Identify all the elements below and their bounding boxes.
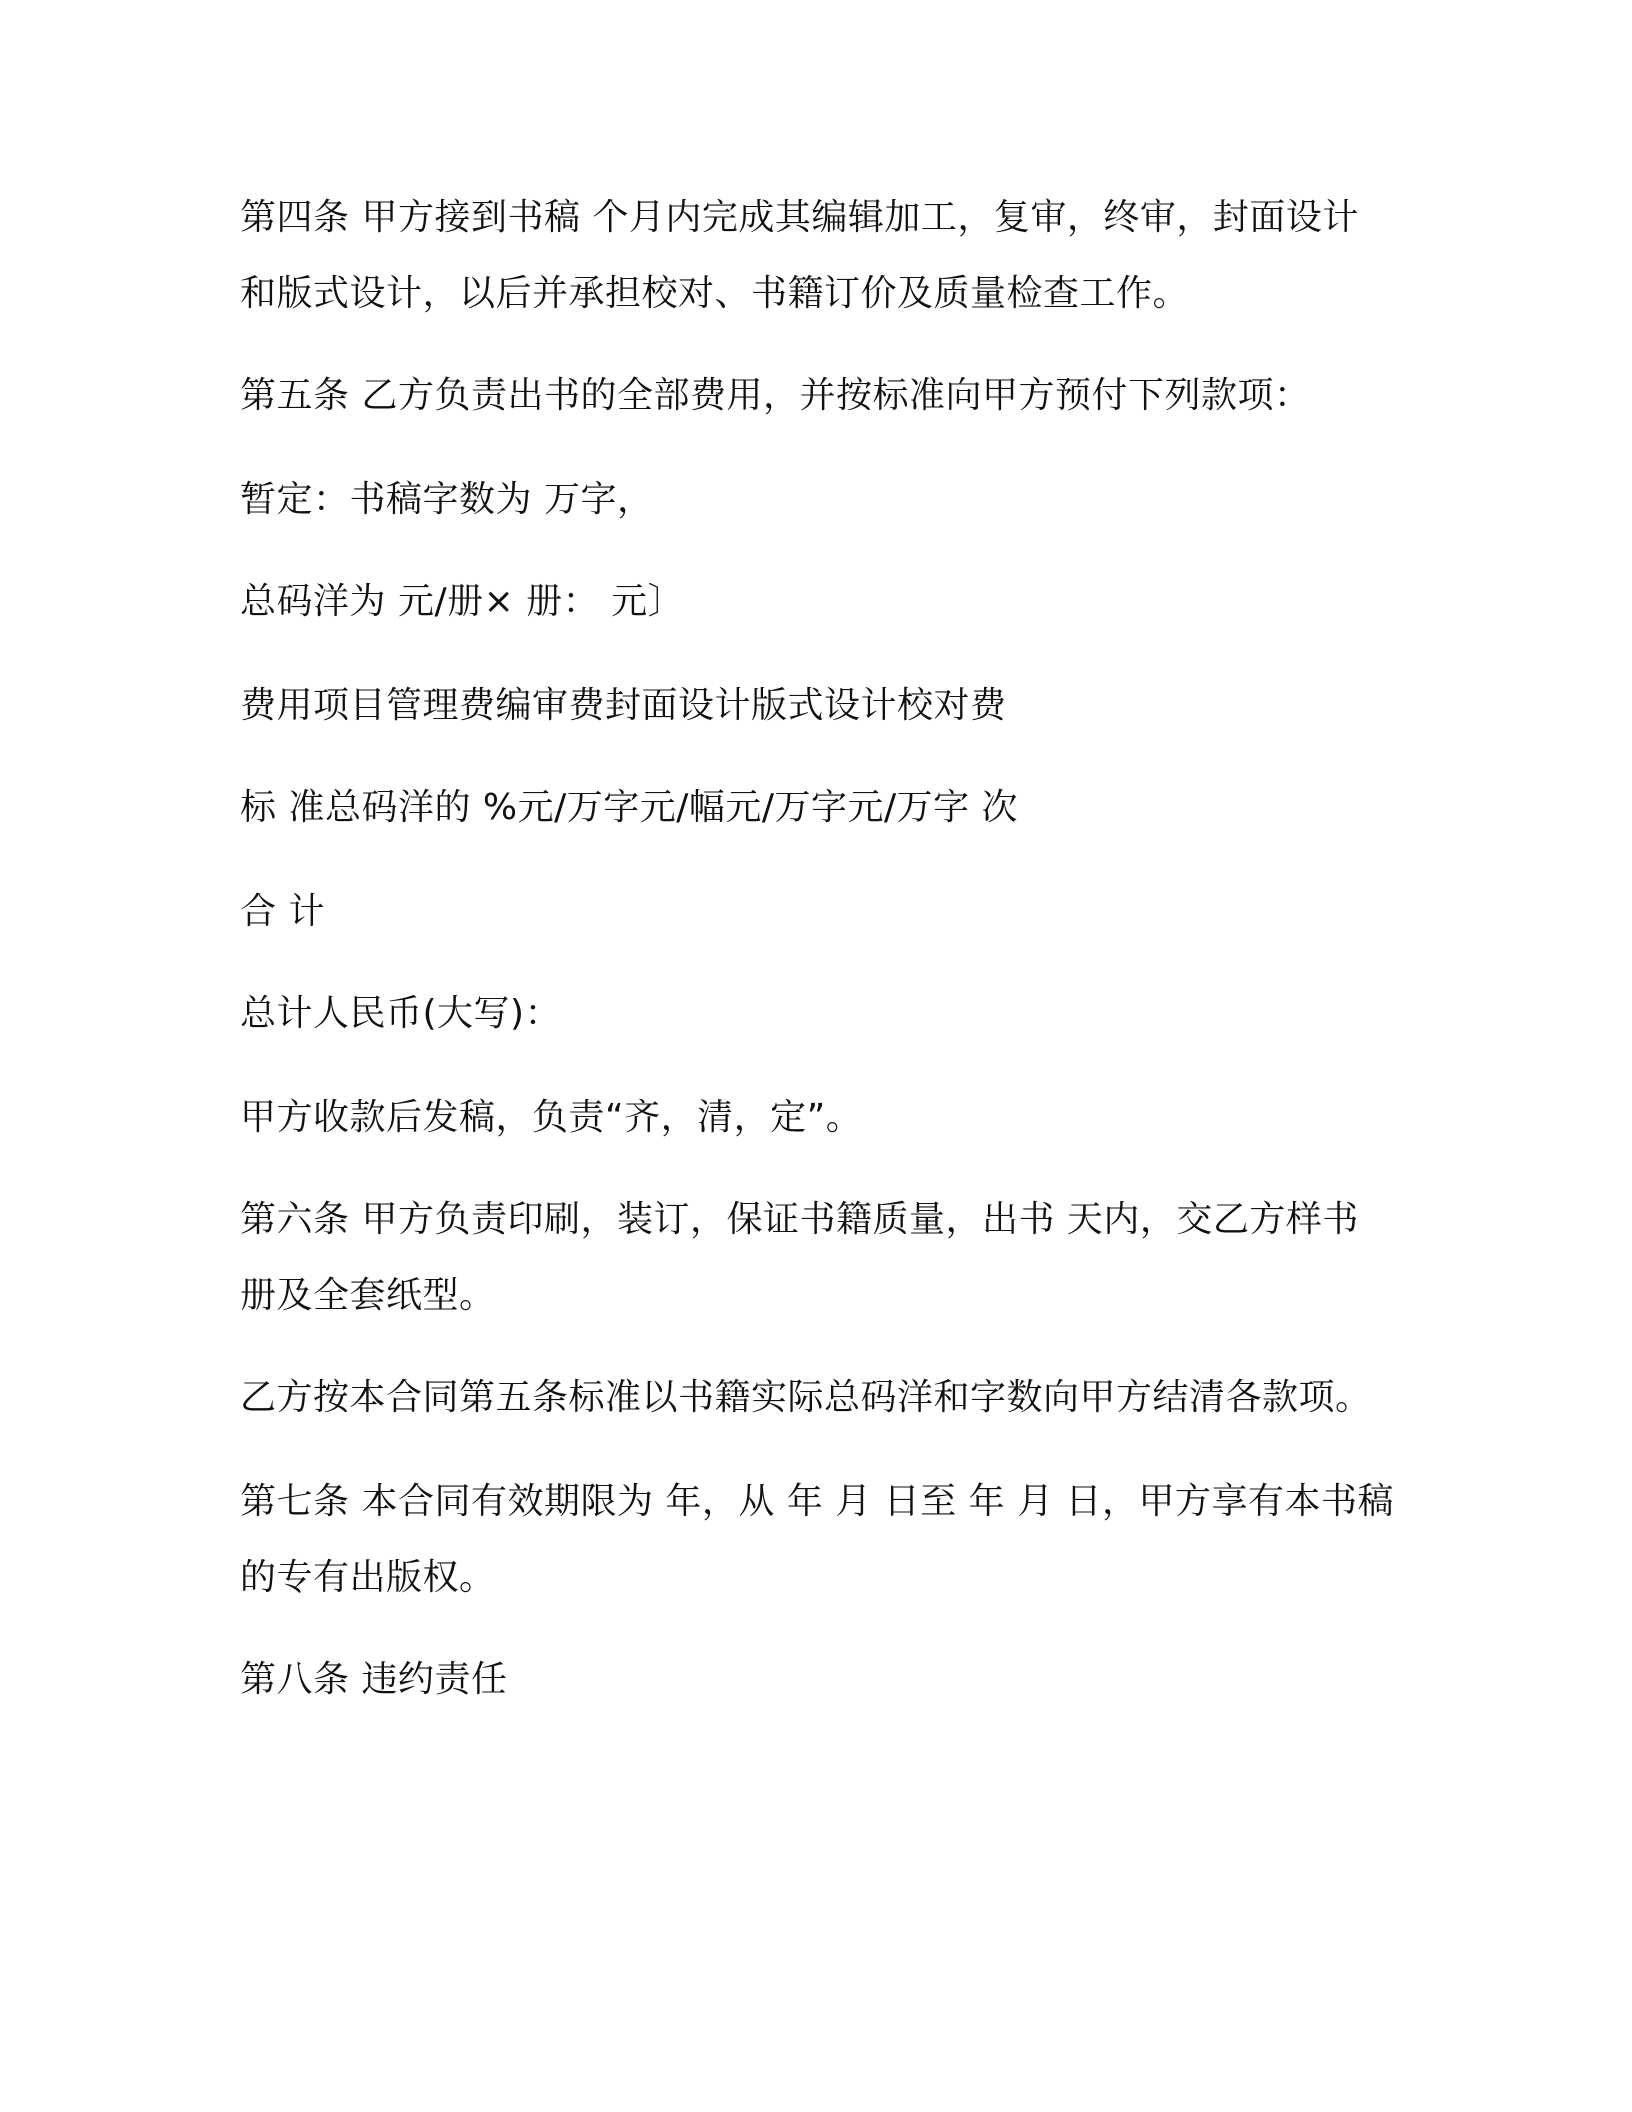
article-7-line-1: 第七条 本合同有效期限为 年，从 年 月 日至 年 月 日，甲方享有本书稿 xyxy=(240,1481,1395,1522)
article-4-line-1: 第四条 甲方接到书稿 个月内完成其编辑加工，复审，终审，封面设计 xyxy=(240,197,1359,238)
total-list-price: 总码洋为 元/册× 册： 元〕 xyxy=(240,581,685,622)
article-4-line-2: 和版式设计，以后并承担校对、书籍订价及质量检查工作。 xyxy=(240,273,1190,314)
fee-items-row: 费用项目管理费编审费封面设计版式设计校对费 xyxy=(240,685,1007,726)
article-8-heading: 第八条 违约责任 xyxy=(240,1659,508,1700)
article-6-line-1: 第六条 甲方负责印刷，装订，保证书籍质量，出书 天内，交乙方样书 xyxy=(240,1199,1359,1240)
fee-standards-row: 标 准总码洋的 %元/万字元/幅元/万字元/万字 次 xyxy=(240,787,1019,828)
subtotal-label: 合 计 xyxy=(240,891,325,932)
article-7-line-2: 的专有出版权。 xyxy=(240,1557,496,1598)
tentative-word-count: 暂定：书稿字数为 万字， xyxy=(240,479,654,520)
manuscript-delivery-note: 甲方收款后发稿，负责“齐，清，定”。 xyxy=(240,1097,863,1138)
grand-total-label: 总计人民币(大写)： xyxy=(240,993,562,1034)
settlement-clause: 乙方按本合同第五条标准以书籍实际总码洋和字数向甲方结清各款项。 xyxy=(240,1377,1372,1418)
article-5-heading: 第五条 乙方负责出书的全部费用，并按标准向甲方预付下列款项： xyxy=(240,375,1311,416)
article-6-line-2: 册及全套纸型。 xyxy=(240,1275,496,1316)
